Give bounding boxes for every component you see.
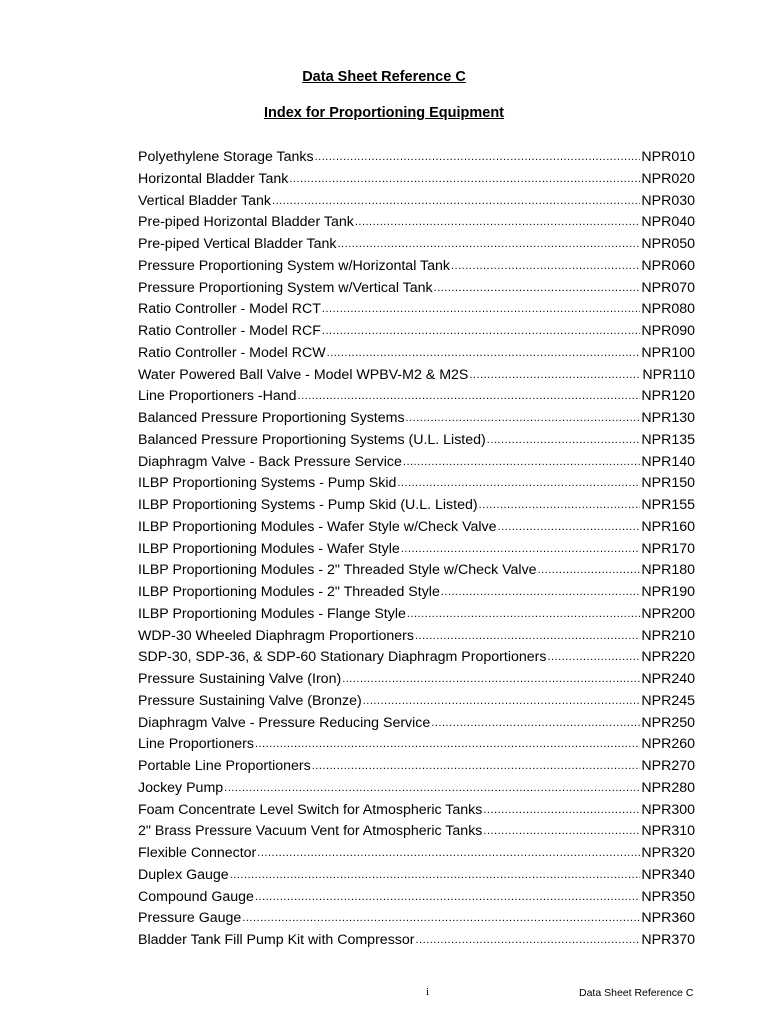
entry-code: NPR200 — [641, 605, 695, 622]
entry-code: NPR100 — [641, 344, 695, 361]
index-entry — [138, 256, 695, 278]
entry-label: Flexible Connector — [138, 845, 257, 861]
entry-code: NPR300 — [641, 801, 695, 818]
entry-label: Diaphragm Valve - Pressure Reducing Service — [138, 714, 431, 731]
dot-leader — [434, 278, 641, 300]
entry-code: NPR280 — [641, 779, 695, 796]
index-entry — [138, 169, 695, 191]
dot-leader — [469, 365, 641, 387]
index-entry — [138, 821, 695, 843]
entry-code: NPR270 — [641, 758, 695, 774]
entry-code: NPR250 — [641, 714, 695, 731]
index-entry — [138, 539, 695, 561]
dot-leader — [298, 386, 641, 408]
entry-label: Diaphragm Valve - Back Pressure Service — [138, 453, 402, 470]
index-entry — [138, 756, 695, 778]
dot-leader — [441, 582, 641, 604]
entry-code: NPR040 — [641, 214, 695, 231]
dot-leader — [431, 713, 640, 735]
entry-label: ILBP Proportioning Modules - Wafer Style w/Check Valve — [138, 518, 497, 535]
dot-leader — [337, 234, 640, 256]
dot-leader — [401, 539, 641, 561]
entry-label: ILBP Proportioning Systems - Pump Skid (U.L. Listed) — [138, 497, 478, 513]
entry-code: NPR210 — [641, 627, 695, 644]
dot-leader — [355, 212, 641, 234]
index-entry — [138, 452, 695, 474]
dot-leader — [483, 821, 640, 843]
dot-leader — [322, 299, 640, 321]
dot-leader — [415, 626, 640, 648]
index-entry — [138, 778, 695, 800]
index-entry — [138, 365, 695, 387]
entry-label: Line Proportioners — [138, 736, 254, 753]
dot-leader — [242, 908, 640, 930]
page-title: Data Sheet Reference C — [302, 69, 466, 85]
entry-label: ILBP Proportioning Modules - Wafer Style — [138, 540, 400, 557]
index-entry — [138, 299, 695, 321]
entry-label: Jockey Pump — [138, 779, 224, 796]
entry-code: NPR160 — [641, 518, 695, 535]
entry-code: NPR240 — [641, 671, 695, 687]
index-entry — [138, 495, 695, 517]
dot-leader — [407, 604, 640, 626]
dot-leader — [257, 843, 640, 865]
entry-code: NPR370 — [641, 932, 695, 948]
entry-code: NPR010 — [641, 149, 695, 165]
index-entry — [138, 691, 695, 713]
entry-code: NPR050 — [641, 236, 695, 252]
entry-code: NPR130 — [641, 410, 695, 426]
dot-leader — [538, 560, 641, 582]
index-entry — [138, 626, 695, 648]
index-entry — [138, 212, 695, 234]
dot-leader — [255, 734, 640, 756]
dot-leader — [342, 669, 640, 691]
entry-label: Pressure Sustaining Valve (Iron) — [138, 671, 342, 687]
index-entry — [138, 408, 695, 430]
entry-code: NPR070 — [641, 279, 695, 296]
entry-code: NPR060 — [641, 257, 695, 274]
index-entry — [138, 321, 695, 343]
index-entry — [138, 604, 695, 626]
entry-label: Line Proportioners -Hand — [138, 388, 297, 405]
entry-code: NPR350 — [641, 888, 695, 905]
index-list — [138, 147, 695, 952]
entry-label: Vertical Bladder Tank — [138, 192, 272, 209]
entry-label: ILBP Proportioning Modules - Flange Style — [138, 605, 406, 622]
index-entry — [138, 386, 695, 408]
entry-code: NPR155 — [641, 497, 695, 513]
page-number: i — [426, 986, 430, 998]
entry-label: Ratio Controller - Model RCF — [138, 323, 321, 339]
dot-leader — [451, 256, 640, 278]
entry-code: NPR120 — [641, 388, 695, 405]
entry-label: Pressure Gauge — [138, 910, 242, 927]
index-entry — [138, 930, 695, 952]
entry-code: NPR340 — [641, 866, 695, 883]
index-entry — [138, 343, 695, 365]
entry-code: NPR360 — [641, 910, 695, 927]
dot-leader — [289, 169, 640, 191]
dot-leader — [498, 517, 641, 539]
entry-label: Ratio Controller - Model RCW — [138, 344, 326, 361]
entry-code: NPR090 — [641, 323, 695, 339]
index-entry — [138, 887, 695, 909]
dot-leader — [397, 473, 640, 495]
entry-label: Balanced Pressure Proportioning Systems (U.L. Listed) — [138, 431, 486, 448]
entry-code: NPR020 — [641, 170, 695, 187]
dot-leader — [322, 321, 640, 343]
entry-code: NPR320 — [641, 845, 695, 861]
dot-leader — [406, 408, 641, 430]
entry-code: NPR030 — [641, 192, 695, 209]
entry-code: NPR260 — [641, 736, 695, 753]
dot-leader — [547, 647, 640, 669]
index-entry — [138, 278, 695, 300]
index-entry — [138, 843, 695, 865]
entry-label: Balanced Pressure Proportioning Systems — [138, 410, 405, 426]
entry-label: Foam Concentrate Level Switch for Atmospheric Tanks — [138, 801, 483, 818]
index-entry — [138, 908, 695, 930]
index-entry — [138, 560, 695, 582]
index-entry — [138, 800, 695, 822]
dot-leader — [416, 930, 641, 952]
index-heading: Index for Proportioning Equipment — [263, 105, 505, 121]
index-entry — [138, 234, 695, 256]
entry-label: Polyethylene Storage Tanks — [138, 149, 314, 165]
entry-label: Horizontal Bladder Tank — [138, 170, 289, 187]
dot-leader — [315, 147, 641, 169]
entry-label: Bladder Tank Fill Pump Kit with Compressor — [138, 932, 415, 948]
entry-code: NPR140 — [641, 453, 695, 470]
entry-label: Ratio Controller - Model RCT — [138, 301, 321, 318]
index-entry — [138, 582, 695, 604]
entry-code: NPR080 — [641, 301, 695, 318]
index-entry — [138, 517, 695, 539]
entry-code: NPR150 — [641, 475, 695, 492]
index-entry — [138, 191, 695, 213]
index-entry — [138, 647, 695, 669]
entry-label: Duplex Gauge — [138, 866, 229, 883]
entry-label: 2" Brass Pressure Vacuum Vent for Atmospheric Tanks — [138, 823, 483, 840]
entry-label: ILBP Proportioning Modules - 2" Threaded Style w/Check Valve — [138, 562, 537, 579]
entry-label: SDP-30, SDP-36, & SDP-60 Stationary Diaphragm Proportioners — [138, 649, 547, 666]
dot-leader — [487, 430, 641, 452]
dot-leader — [272, 191, 640, 213]
dot-leader — [363, 691, 641, 713]
entry-code: NPR170 — [641, 540, 695, 557]
entry-code: NPR135 — [641, 431, 695, 448]
entry-label: Water Powered Ball Valve - Model WPBV-M2 & M2S — [138, 366, 469, 383]
entry-code: NPR220 — [641, 649, 695, 666]
dot-leader — [479, 495, 641, 517]
entry-label: Pressure Proportioning System w/Horizontal Tank — [138, 257, 450, 274]
dot-leader — [255, 887, 640, 909]
footer-reference: Data Sheet Reference C — [579, 987, 694, 999]
index-entry — [138, 473, 695, 495]
entry-code: NPR180 — [641, 562, 695, 579]
entry-label: Portable Line Proportioners — [138, 758, 311, 774]
entry-code: NPR310 — [641, 823, 695, 840]
entry-label: ILBP Proportioning Modules - 2" Threaded Style — [138, 584, 440, 600]
dot-leader — [312, 756, 641, 778]
entry-code: NPR190 — [641, 584, 695, 600]
entry-label: Compound Gauge — [138, 888, 254, 905]
entry-code: NPR110 — [642, 366, 695, 383]
dot-leader — [224, 778, 640, 800]
entry-label: Pressure Sustaining Valve (Bronze) — [138, 692, 362, 709]
entry-label: Pre-piped Horizontal Bladder Tank — [138, 214, 354, 231]
entry-code: NPR245 — [641, 692, 695, 709]
dot-leader — [483, 800, 640, 822]
entry-label: Pre-piped Vertical Bladder Tank — [138, 236, 337, 252]
index-entry — [138, 734, 695, 756]
index-entry — [138, 713, 695, 735]
entry-label: Pressure Proportioning System w/Vertical Tank — [138, 279, 433, 296]
dot-leader — [230, 865, 641, 887]
index-entry — [138, 147, 695, 169]
dot-leader — [403, 452, 640, 474]
index-entry — [138, 430, 695, 452]
index-entry — [138, 865, 695, 887]
entry-label: ILBP Proportioning Systems - Pump Skid — [138, 475, 397, 492]
entry-label: WDP-30 Wheeled Diaphragm Proportioners — [138, 627, 414, 644]
dot-leader — [327, 343, 641, 365]
index-entry — [138, 669, 695, 691]
